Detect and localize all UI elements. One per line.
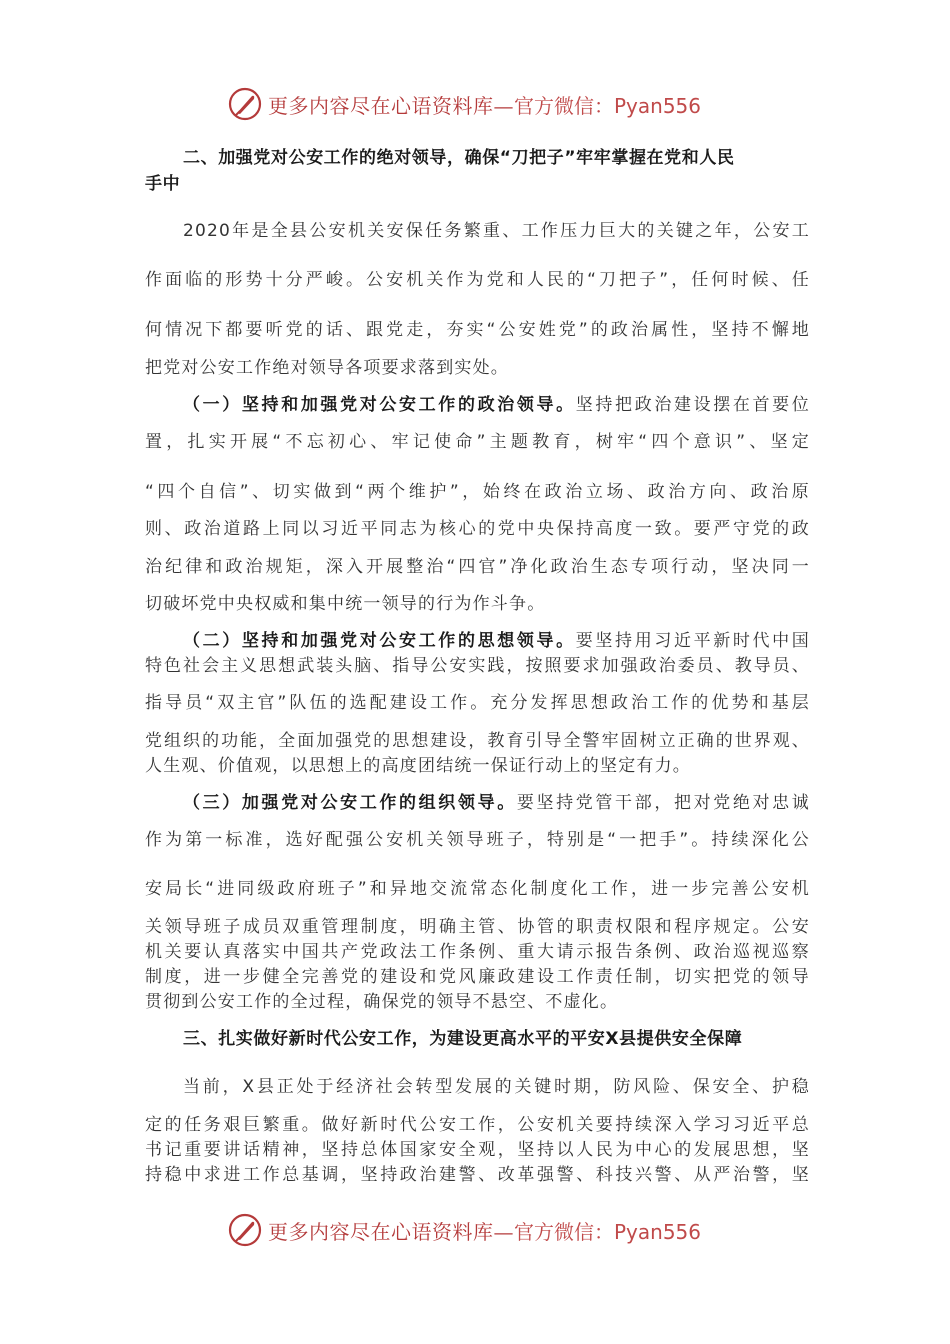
s3-intro-line: 当前，X县正处于经济社会转型发展的关键时期，防风险、保安全、护稳 (183, 1077, 810, 1097)
p3-line: 贯彻到公安工作的全过程，确保党的领导不悬空、不虚化。 (145, 992, 619, 1012)
p3-line: 安局长“进同级政府班子”和异地交流常态化制度化工作，进一步完善公安机 (145, 879, 810, 899)
s2-intro-line: 2020年是全县公安机关安保任务繁重、工作压力巨大的关键之年，公安工 (183, 221, 810, 241)
p3-line: 关领导班子成员双重管理制度，明确主管、协管的职责权限和程序规定。公安 (145, 917, 810, 937)
p2-line: 人生观、价值观，以思想上的高度团结统一保证行动上的坚定有力。 (145, 756, 691, 776)
p2-title: （二）坚持和加强党对公安工作的思想领导。 (183, 631, 576, 651)
p2-first-line (183, 629, 810, 653)
quill-logo-icon (228, 1213, 262, 1247)
p3-line: 机关要认真落实中国共产党政法工作条例、重大请示报告条例、政治巡视巡察 (145, 942, 810, 962)
p3-first-line (183, 791, 810, 815)
p2-line: 特色社会主义思想武装头脑、指导公安实践，按照要求加强政治委员、教导员、 (145, 656, 810, 676)
p2-first-rest: 要坚持用习近平新时代中国 (575, 631, 811, 651)
s2-intro-line: 作面临的形势十分严峻。公安机关作为党和人民的“刀把子”，任何时候、任 (145, 270, 810, 290)
p1-first-rest: 坚持把政治建设摆在首要位 (575, 395, 811, 415)
s3-intro-line: 持稳中求进工作总基调，坚持政治建警、改革强警、科技兴警、从严治警，坚 (145, 1165, 810, 1185)
p1-line: 则、政治道路上同以习近平同志为核心的党中央保持高度一致。要严守党的政 (145, 519, 810, 539)
banner-text: 更多内容尽在心语资料库— (268, 93, 514, 118)
s2-intro-line: 把党对公安工作绝对领导各项要求落到实处。 (145, 358, 509, 378)
section3-heading: 三、扎实做好新时代公安工作，为建设更高水平的平安X县提供安全保障 (183, 1029, 743, 1049)
banner-wechat: 官方微信：Pyan556 (514, 93, 702, 118)
p1-line: 置，扎实开展“不忘初心、牢记使命”主题教育，树牢“四个意识”、坚定 (145, 432, 810, 452)
p1-line: 治纪律和政治规矩，深入开展整治“四官”净化政治生态专项行动，坚决同一 (145, 557, 810, 577)
s3-intro-line: 定的任务艰巨繁重。做好新时代公安工作，公安机关要持续深入学习习近平总 (145, 1115, 810, 1135)
banner-text: 更多内容尽在心语资料库— (268, 1219, 514, 1244)
p2-line: 党组织的功能，全面加强党的思想建设，教育引导全警牢固树立正确的世界观、 (145, 731, 810, 751)
p3-line: 作为第一标准，选好配强公安机关领导班子，特别是“一把手”。持续深化公 (145, 830, 810, 850)
footer-banner (228, 1210, 701, 1250)
p2-line: 指导员“双主官”队伍的选配建设工作。充分发挥思想政治工作的优势和基层 (145, 693, 810, 713)
p1-first-line (183, 393, 810, 417)
s3-intro-line: 书记重要讲话精神，坚持总体国家安全观，坚持以人民为中心的发展思想，坚 (145, 1140, 810, 1160)
s2-intro-line: 何情况下都要听党的话、跟党走，夯实“公安姓党”的政治属性，坚持不懈地 (145, 320, 810, 340)
p1-line: “四个自信”、切实做到“两个维护”，始终在政治立场、政治方向、政治原 (145, 482, 810, 502)
p3-first-rest: 要坚持党管干部，把对党绝对忠诚 (516, 793, 810, 813)
quill-logo-icon (228, 87, 262, 121)
section2-heading-cont: 手中 (145, 174, 181, 194)
section2-heading: 二、加强党对公安工作的绝对领导，确保“刀把子”牢牢掌握在党和人民 (183, 148, 735, 168)
p3-title: （三）加强党对公安工作的组织领导。 (183, 793, 517, 813)
p1-title: （一）坚持和加强党对公安工作的政治领导。 (183, 395, 576, 415)
p1-line: 切破坏党中央权威和集中统一领导的行为作斗争。 (145, 594, 546, 614)
p3-line: 制度，进一步健全完善党的建设和党风廉政建设工作责任制，切实把党的领导 (145, 967, 810, 987)
header-banner (228, 84, 701, 124)
banner-wechat: 官方微信：Pyan556 (514, 1219, 702, 1244)
